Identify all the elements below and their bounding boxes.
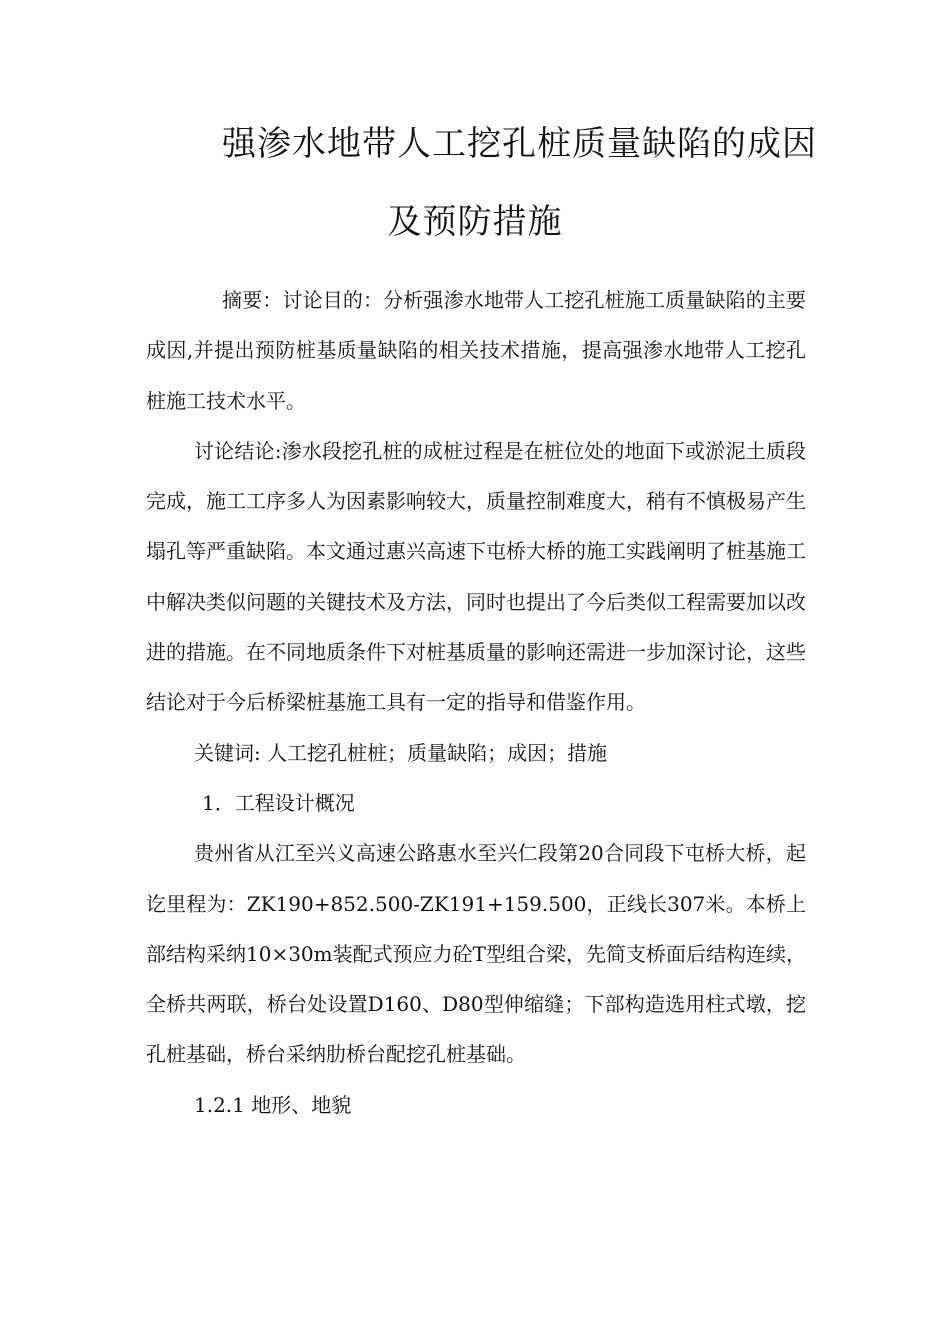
conclusion-paragraph: 讨论结论:渗水段挖孔桩的成桩过程是在桩位处的地面下或淤泥土质段完成，施工工序多人为因素影响较大，质量控制难度大，稍有不慎极易产生塌孔等严重缺陷。本文通过惠兴高速下屯桥大桥的施工实践阐明了桩基施工中解决类似问题的关键技术及方法，同时也提出了今后类似工程需要加以改进的措施。在不同地质条件下对桩基质量的影响还需进一步加深讨论，这些结论对于今后桥梁桩基施工具有一定的指导和借鉴作用。 bbox=[146, 438, 806, 715]
document-body bbox=[146, 275, 806, 1130]
document-title-line-1: 强渗水地带人工挖孔桩质量缺陷的成因 bbox=[222, 124, 817, 164]
abstract-paragraph: 摘要：讨论目的：分析强渗水地带人工挖孔桩施工质量缺陷的主要成因,并提出预防桩基质量缺陷的相关技术措施，提高强渗水地带人工挖孔桩施工技术水平。 bbox=[146, 288, 806, 413]
section-1-heading: 1．工程设计概况 bbox=[202, 790, 355, 815]
subsection-heading: 1.2.1 地形、地貌 bbox=[194, 1092, 352, 1117]
keywords-line: 关键词: 人工挖孔桩桩；质量缺陷；成因；措施 bbox=[194, 740, 608, 765]
section-1-paragraph: 贵州省从江至兴义高速公路惠水至兴仁段第20合同段下屯桥大桥，起讫里程为：ZK190+852.500-ZK191+159.500，正线长307米。本桥上部结构采纳10×30m装配式预应力砼T型组合梁，先简支桥面后结构连续，全桥共两联，桥台处设置D160、D80型伸缩缝；下部构造选用柱式墩，挖孔桩基础，桥台采纳肋桥台配挖孔桩基础。 bbox=[146, 841, 806, 1067]
document-title-line-2: 及预防措施 bbox=[387, 202, 563, 242]
